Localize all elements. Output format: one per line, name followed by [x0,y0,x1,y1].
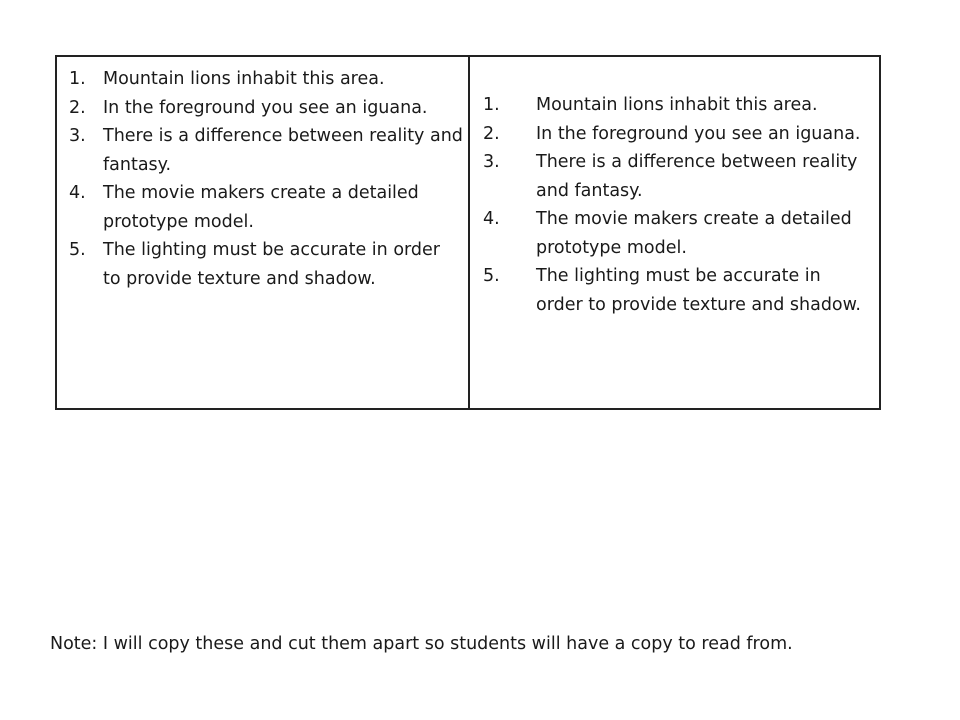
item-number: 2. [483,123,500,144]
item-text: The lighting must be accurate in order to provide texture and shadow. [103,240,440,289]
item-text: In the foreground you see an iguana. [103,97,428,118]
item-number: 4. [483,209,500,229]
item-text: The lighting must be accurate in order to provide texture and shadow. [536,266,861,315]
list-item [470,262,879,319]
item-number: 1. [483,95,500,115]
list-item [57,65,468,94]
item-text: There is a difference between reality and fantasy. [103,126,463,175]
item-number: 4. [69,183,86,203]
item-number: 3. [69,126,86,146]
list-item [470,91,879,120]
item-text: There is a difference between reality and fantasy. [536,152,858,201]
list-item [57,94,468,123]
footer-note: Note: I will copy these and cut them apart so students will have a copy to read from. [50,634,793,654]
item-text: In the foreground you see an iguana. [536,123,861,144]
item-number: 5. [483,266,500,286]
list-item [470,148,879,205]
item-number: 1. [69,69,86,89]
item-text: Mountain lions inhabit this area. [103,69,385,89]
list-item [470,205,879,262]
item-number: 5. [69,240,86,260]
sentence-table [55,55,881,410]
list-item [57,179,468,236]
sentence-list-right [470,91,879,319]
item-number: 3. [483,152,500,172]
item-text: The movie makers create a detailed prototype model. [536,209,852,258]
list-item [57,122,468,179]
item-text: Mountain lions inhabit this area. [536,95,818,115]
table-cell-right [470,57,879,408]
list-item [57,236,468,293]
item-text: The movie makers create a detailed prototype model. [103,183,419,232]
item-number: 2. [69,97,86,118]
sentence-list-left [57,65,468,293]
table-cell-left [57,57,470,408]
list-item [470,120,879,149]
